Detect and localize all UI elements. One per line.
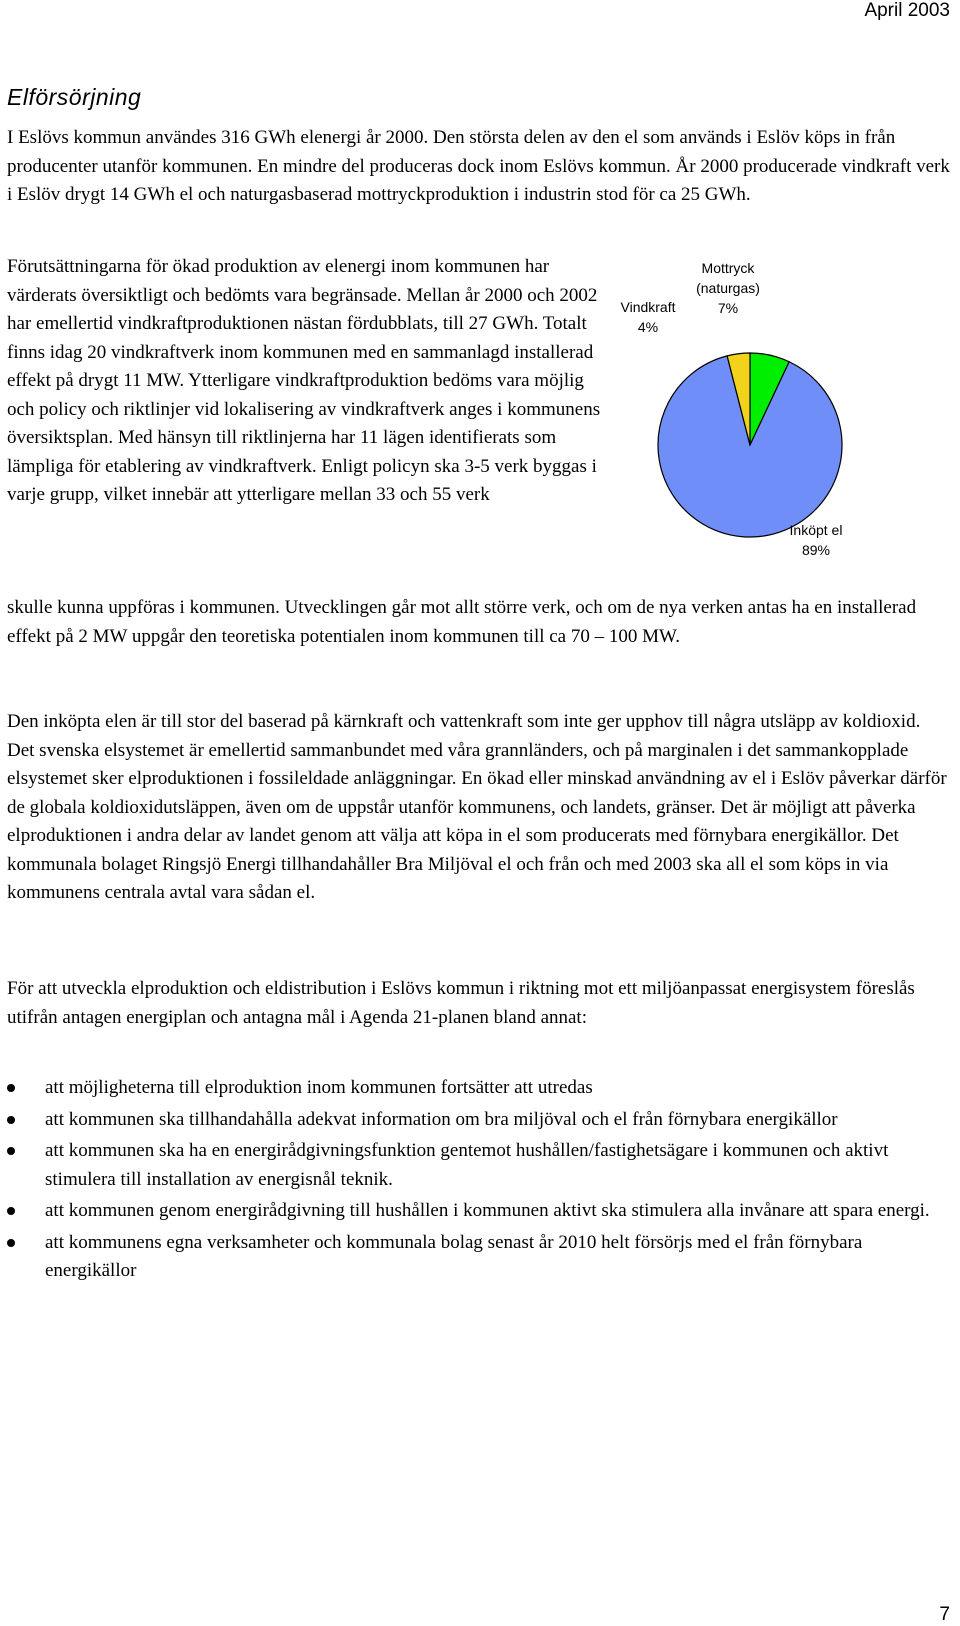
list-item-text: att kommunen genom energirådgivning till hushållen i kommunen aktivt ska stimulera alla invånare att spara energi. <box>45 1200 930 1221</box>
list-item-text: att kommunen ska tillhandahålla adekvat information om bra miljöval och el från förnybara energikällor <box>45 1108 838 1130</box>
pie-slice-label: 89% <box>801 542 831 558</box>
paragraph-production-potential: Förutsättningarna för ökad produktion av elenergi inom kommunen har värderats översiktligt och bedömts vara begränsade. Mellan år 2000 och 2002 har emellertid vindkraftproduktionen nästan fördubblats, till 27 GWh. Totalt finns idag 20 vindkraftverk inom kommunen med en sammanlagd installerad effekt på drygt 11 MW. Ytterligare vindkraftproduktion bedöms vara möjlig och policy och riktlinjer vid lokalisering av vindkraftverk anges i kommunens översiktsplan. Med hänsyn till riktlinjerna har 11 lägen identifierats som lämpliga för etablering av vindkraftverk. Enligt policyn ska 3-5 verk byggas i varje grupp, vilket innebär att ytterligare mellan 33 och 55 verk <box>7 256 601 505</box>
header-date: April 2003 <box>864 0 950 21</box>
list-item <box>7 1074 952 1103</box>
pie-slice-label: 7% <box>717 300 739 316</box>
list-item-text: att kommunen ska ha en energirådgivningsfunktion gentemot hushållen/fastighetsägare i kommunen och aktivt stimulera till installation av energisnål teknik. <box>45 1140 889 1190</box>
paragraph-purchased-electricity: Den inköpta elen är till stor del baserad på kärnkraft och vattenkraft som inte ger upphov till några utsläpp av koldioxid. Det svenska elsystemet är emellertid sammanbundet med våra grannländers, och på marginalen i det sammankopplade elsystemet sker elproduktionen i fossileldade anläggningar. En ökad eller minskad användning av el i Eslöv påverkar därför de globala koldioxidutsläppen, även om de uppstår utanför kommunens, och landets, gränser. Det är möjligt att påverka elproduktionen i andra delar av landet genom att välja att köpa in el som producerats med förnybara energikällor. Det kommunala bolaget Ringsjö Energi tillhandahåller Bra Miljöval el och från och med 2003 ska all el som köps in via kommunens centrala avtal vara sådan el. <box>7 711 947 903</box>
proposals-list <box>7 1074 952 1289</box>
bullet-icon <box>7 1207 15 1215</box>
pie-slice-label: Inköpt el <box>789 522 843 538</box>
bullet-icon <box>7 1147 15 1155</box>
list-item <box>7 1106 952 1135</box>
paragraph-wind-potential: skulle kunna uppföras i kommunen. Utvecklingen går mot allt större verk, och om de nya verken antas ha en installerad effekt på 2 MW uppgår den teoretiska potentialen inom kommunen till ca 70 – 100 MW. <box>7 597 917 647</box>
page-number: 7 <box>939 1604 950 1625</box>
bullet-icon <box>7 1239 15 1247</box>
pie-slice-label: 4% <box>637 319 659 335</box>
list-item-text: att möjligheterna till elproduktion inom kommunen fortsätter att utredas <box>45 1077 593 1098</box>
pie-slice-label: Vindkraft <box>620 299 676 315</box>
pie-slice-label: (naturgas) <box>696 280 760 296</box>
section-title: Elförsörjning <box>7 84 142 110</box>
paragraph-proposals-intro: För att utveckla elproduktion och eldistribution i Eslövs kommun i riktning mot ett miljöanpassat energisystem föreslås utifrån antagen energiplan och antagna mål i Agenda 21-planen bland annat: <box>7 978 915 1028</box>
paragraph-electricity-usage: I Eslövs kommun användes 316 GWh elenergi år 2000. Den största delen av den el som används i Eslöv köps in från producenter utanför kommunen. En mindre del produceras dock inom Eslövs kommun. År 2000 producerade vindkraft verk i Eslöv drygt 14 GWh el och naturgasbaserad mottryckproduktion i industrin stod för ca 25 GWh. <box>7 127 950 205</box>
list-item <box>7 1197 952 1226</box>
bullet-icon <box>7 1084 15 1092</box>
pie-slice-label: Mottryck <box>701 260 755 276</box>
list-item-text: att kommunens egna verksamheter och kommunala bolag senast år 2010 helt försörjs med el från förnybara energikällor <box>45 1231 863 1281</box>
list-item <box>7 1137 952 1194</box>
electricity-pie-chart <box>600 250 950 590</box>
list-item <box>7 1229 952 1286</box>
bullet-icon <box>7 1116 15 1124</box>
